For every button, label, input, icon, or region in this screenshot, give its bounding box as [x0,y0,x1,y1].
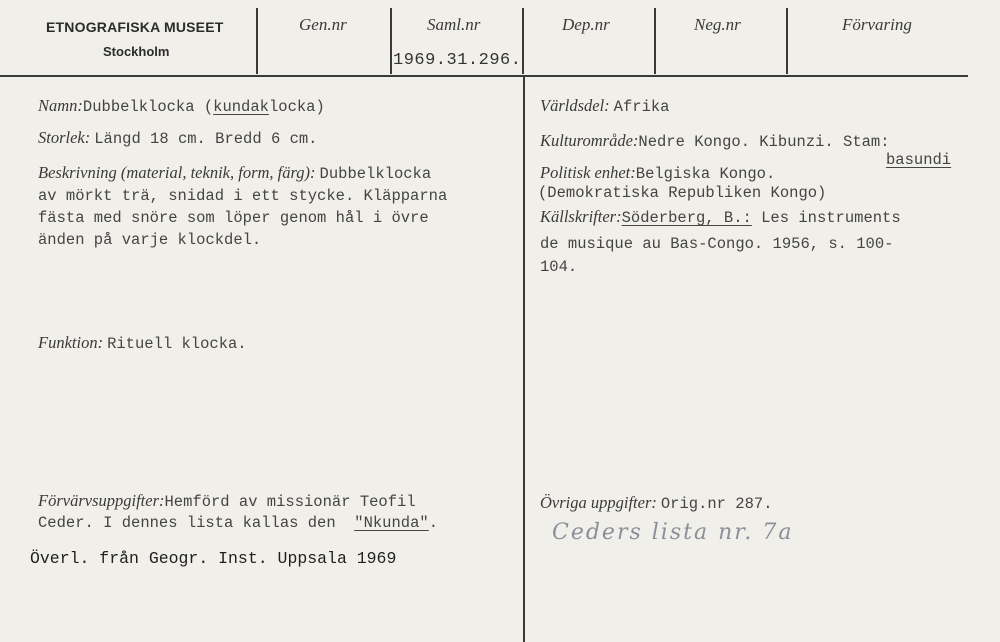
forvarv-line1: Hemförd av missionär Teofil [164,493,416,511]
ovriga-row [540,493,773,513]
beskrivning-label: Beskrivning (material, teknik, form, färg): [38,163,316,182]
header-divider [256,8,258,74]
namn-value: Dubbelklocka ( [82,98,214,116]
ovriga-value: Orig.nr 287. [660,495,773,513]
beskrivning-line3: fästa med snöre som löper genom hål i övre [38,209,429,227]
varldsdel-label: Världsdel: [540,96,610,115]
namn-rest: locka) [268,98,325,116]
funktion-row [38,333,247,353]
header-rule [0,75,968,77]
museum-name: ETNOGRAFISKA MUSEET [46,19,224,35]
header-divider [786,8,788,74]
funktion-value: Rituell klocka. [107,335,247,353]
center-divider [523,77,525,642]
neg-nr-label: Neg.nr [694,15,741,34]
kultur-row [540,131,890,151]
beskrivning-row [38,163,431,183]
namn-label: Namn: [38,96,83,115]
handwritten-note: Ceders lista nr. 7a [552,520,794,545]
beskrivning-line1: Dubbelklocka [319,165,432,183]
dep-nr-label: Dep.nr [562,15,610,34]
forvarv-label: Förvärvsuppgifter: [38,491,165,510]
forvaring-label: Förvaring [842,15,912,34]
saml-nr-label: Saml.nr [427,15,481,34]
kultur-value: Nedre Kongo. Kibunzi. Stam: [638,133,890,151]
funktion-label: Funktion: [38,333,104,352]
ovriga-label: Övriga uppgifter: [540,493,657,512]
politisk-line2: (Demokratiska Republiken Kongo) [538,184,827,202]
storlek-label: Storlek: [38,128,91,147]
kall-line2: de musique au Bas-Congo. 1956, s. 100- [540,235,894,253]
overl-note: Överl. från Geogr. Inst. Uppsala 1969 [30,549,397,568]
forvarv-line2 [38,514,438,532]
forvarv-line2-end: . [428,514,438,532]
beskrivning-line2: av mörkt trä, snidad i ett stycke. Kläpparna [38,187,448,205]
header-divider [654,8,656,74]
kultur-label: Kulturområde: [540,131,639,150]
storlek-row [38,128,317,148]
kall-line1-rest: Les instruments [751,209,901,227]
beskrivning-line4: änden på varje klockdel. [38,231,262,249]
namn-row [38,96,325,116]
gen-nr-label: Gen.nr [299,15,347,34]
politisk-value: Belgiska Kongo. [635,165,776,183]
kall-label: Källskrifter: [540,207,622,226]
politisk-row [540,163,775,183]
header-divider [390,8,392,74]
forvarv-line2-underlined: "Nkunda" [354,514,429,532]
varldsdel-value: Afrika [613,98,670,116]
varldsdel-row [540,96,669,116]
header-divider [522,8,524,74]
kall-line3: 104. [540,258,578,276]
stam-value: basundi [886,151,952,169]
forvarv-line2-start: Ceder. I dennes lista kallas den [38,514,355,532]
museum-city: Stockholm [103,44,170,59]
saml-nr-value: 1969.31.296. [393,51,522,70]
forvarv-row [38,491,416,511]
namn-underlined: kundak [213,98,269,116]
storlek-value: Längd 18 cm. Bredd 6 cm. [94,130,318,148]
kall-row [540,207,901,227]
kall-underlined: Söderberg, B.: [621,209,752,227]
politisk-label: Politisk enhet: [540,163,636,182]
